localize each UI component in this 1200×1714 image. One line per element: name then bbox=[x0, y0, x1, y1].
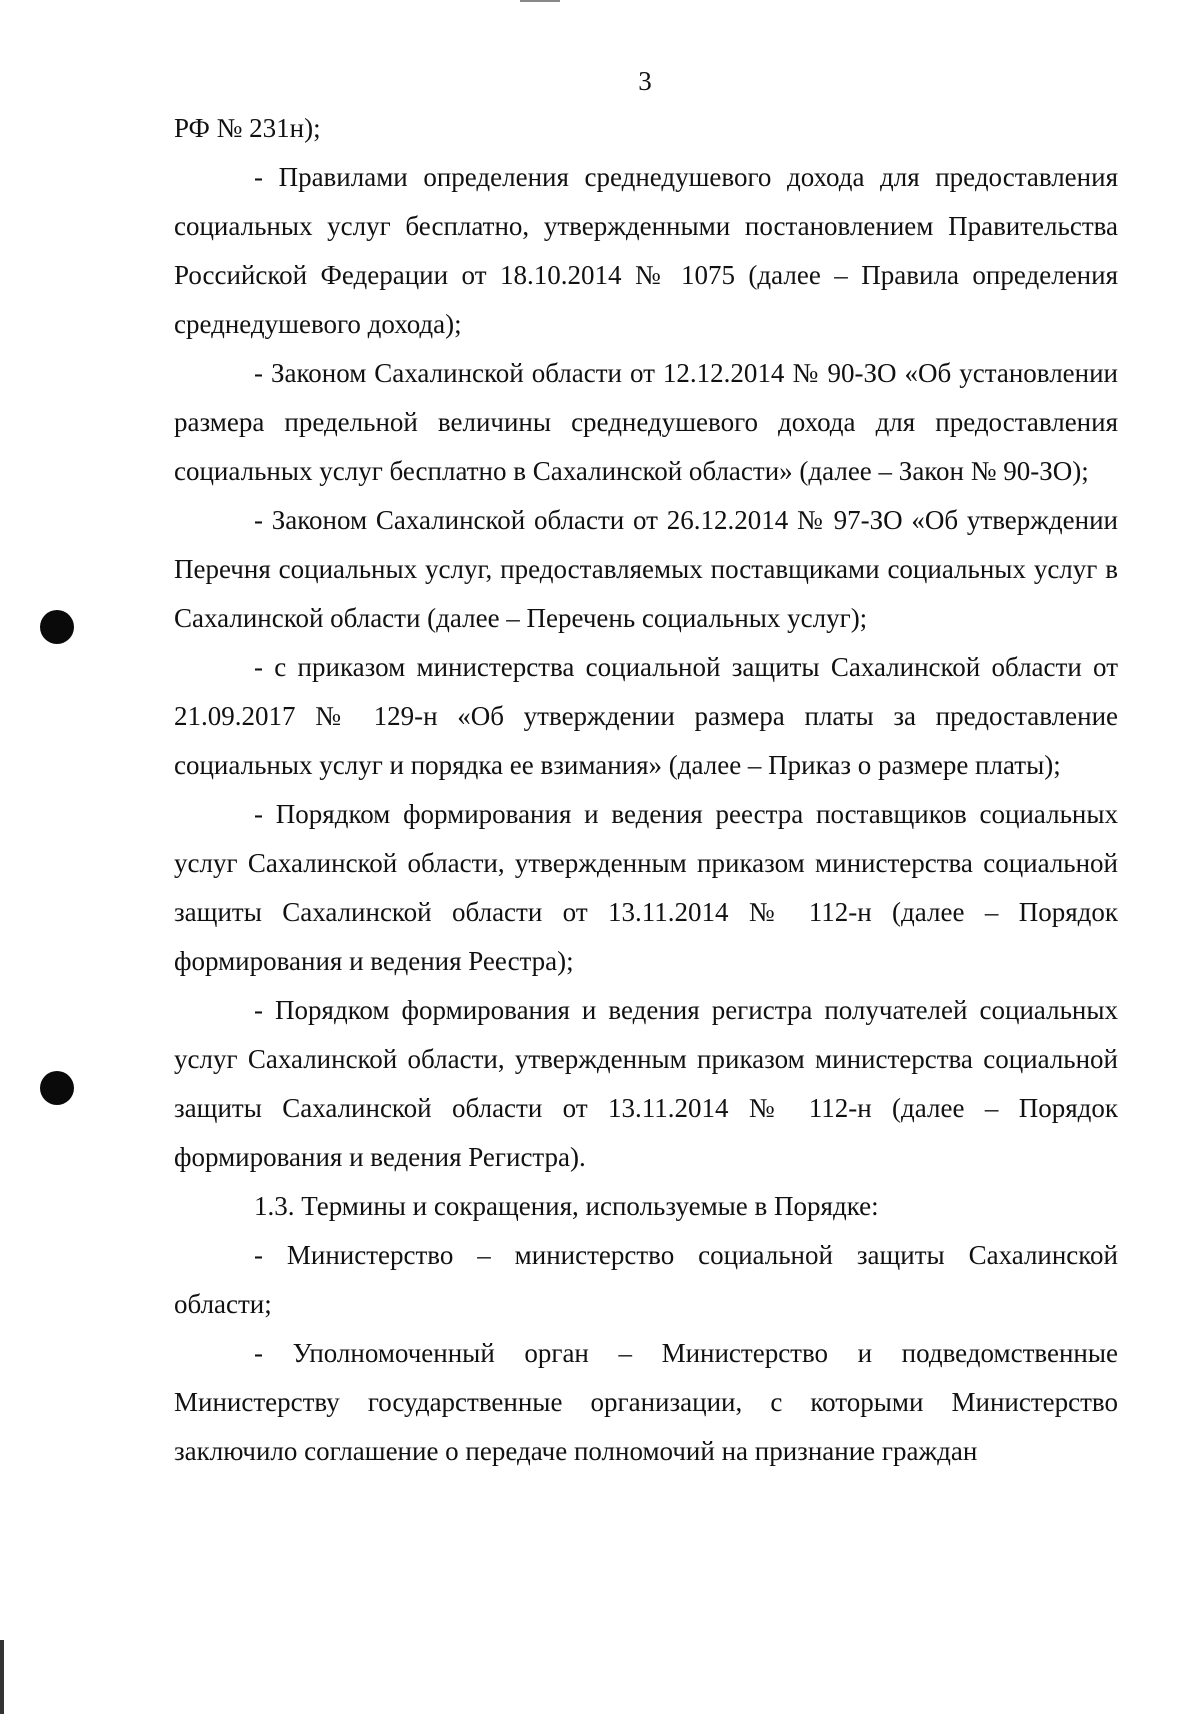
scan-artifact-top bbox=[520, 0, 560, 2]
paragraph-law-90: - Законом Сахалинской области от 12.12.2014 № 90-ЗО «Об установлении размера предельной величины среднедушевого дохода для предоставления социальных услуг бесплатно в Сахалинской области» (далее – Закон № 90-ЗО); bbox=[174, 358, 1118, 486]
document-body bbox=[174, 104, 1118, 1476]
punch-hole-mark bbox=[40, 1071, 74, 1105]
paragraph-registry-providers: - Порядком формирования и ведения реестра поставщиков социальных услуг Сахалинской области, утвержденным приказом министерства социальной защиты Сахалинской области от 13.11.2014 № 112-н (далее – Порядок формирования и ведения Реестра); bbox=[174, 799, 1118, 976]
punch-hole-mark bbox=[40, 610, 74, 644]
paragraph-order-129: - с приказом министерства социальной защиты Сахалинской области от 21.09.2017 № 129-н «Об утверждении размера платы за предоставление социальных услуг и порядка ее взимания» (далее – Приказ о размере платы); bbox=[174, 652, 1118, 780]
paragraph-continuation: РФ № 231н); bbox=[174, 113, 321, 143]
scan-edge-mark bbox=[0, 1640, 4, 1714]
paragraph-terms-heading: 1.3. Термины и сокращения, используемые в Порядке: bbox=[254, 1191, 879, 1221]
paragraph-rules-income: - Правилами определения среднедушевого дохода для предоставления социальных услуг бесплатно, утвержденными постановлением Правительства Российской Федерации от 18.10.2014 № 1075 (далее – Правила определения среднедушевого дохода); bbox=[174, 162, 1118, 339]
page-number: 3 bbox=[638, 66, 652, 96]
paragraph-term-authorized-body: - Уполномоченный орган – Министерство и подведомственные Министерству государственные организации, с которыми Министерство заключило соглашение о передаче полномочий на признание граждан bbox=[174, 1338, 1118, 1466]
paragraph-term-ministry: - Министерство – министерство социальной защиты Сахалинской области; bbox=[174, 1240, 1118, 1319]
paragraph-law-97: - Законом Сахалинской области от 26.12.2014 № 97-ЗО «Об утверждении Перечня социальных услуг, предоставляемых поставщиками социальных услуг в Сахалинской области (далее – Перечень социальных услуг); bbox=[174, 505, 1118, 633]
paragraph-register-recipients: - Порядком формирования и ведения регистра получателей социальных услуг Сахалинской области, утвержденным приказом министерства социальной защиты Сахалинской области от 13.11.2014 № 112-н (далее – Порядок формирования и ведения Регистра). bbox=[174, 995, 1118, 1172]
